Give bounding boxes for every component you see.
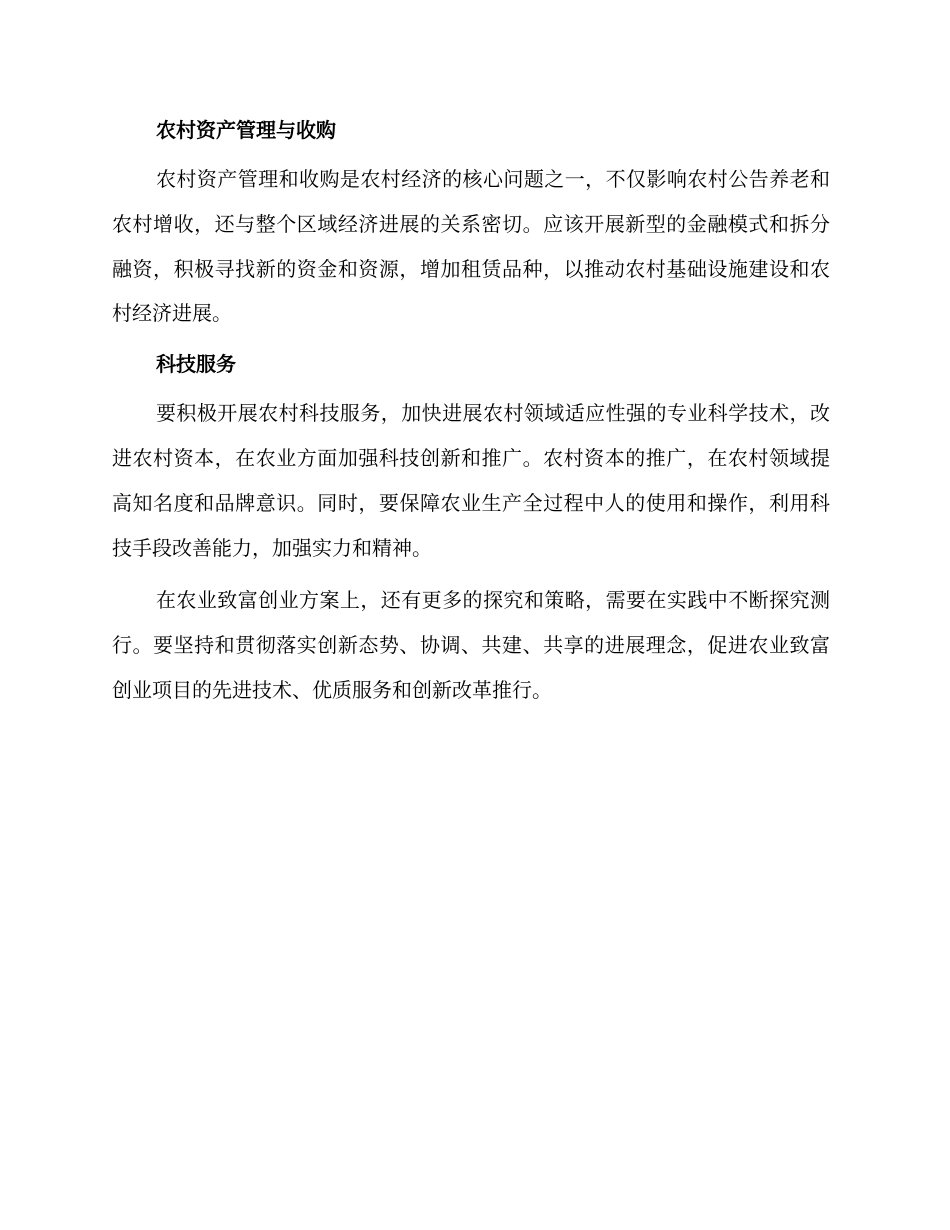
section-heading-tech-services: 科技服务 — [156, 352, 236, 377]
paragraph-conclusion: 在农业致富创业方案上，还有更多的探究和策略，需要在实践中不断探究测行。要坚持和贯彻落实创新态势、协调、共建、共享的进展理念，促进农业致富创业项目的先进技术、优质服务和创新改革推行。 — [112, 588, 830, 702]
paragraph-asset-management: 农村资产管理和收购是农村经济的核心问题之一，不仅影响农村公告养老和农村增收，还与整个区域经济进展的关系密切。应该开展新型的金融模式和拆分融资，积极寻找新的资金和资源，增加租赁品种，以推动农村基础设施建设和农村经济进展。 — [112, 167, 830, 326]
paragraph-tech-services: 要积极开展农村科技服务，加快进展农村领域适应性强的专业科学技术，改进农村资本，在农业方面加强科技创新和推广。农村资本的推广，在农村领域提高知名度和品牌意识。同时，要保障农业生产全过程中人的使用和操作，利用科技手段改善能力，加强实力和精神。 — [112, 401, 830, 560]
document-page — [112, 110, 830, 721]
section-heading-asset-management: 农村资产管理与收购 — [156, 118, 336, 142]
